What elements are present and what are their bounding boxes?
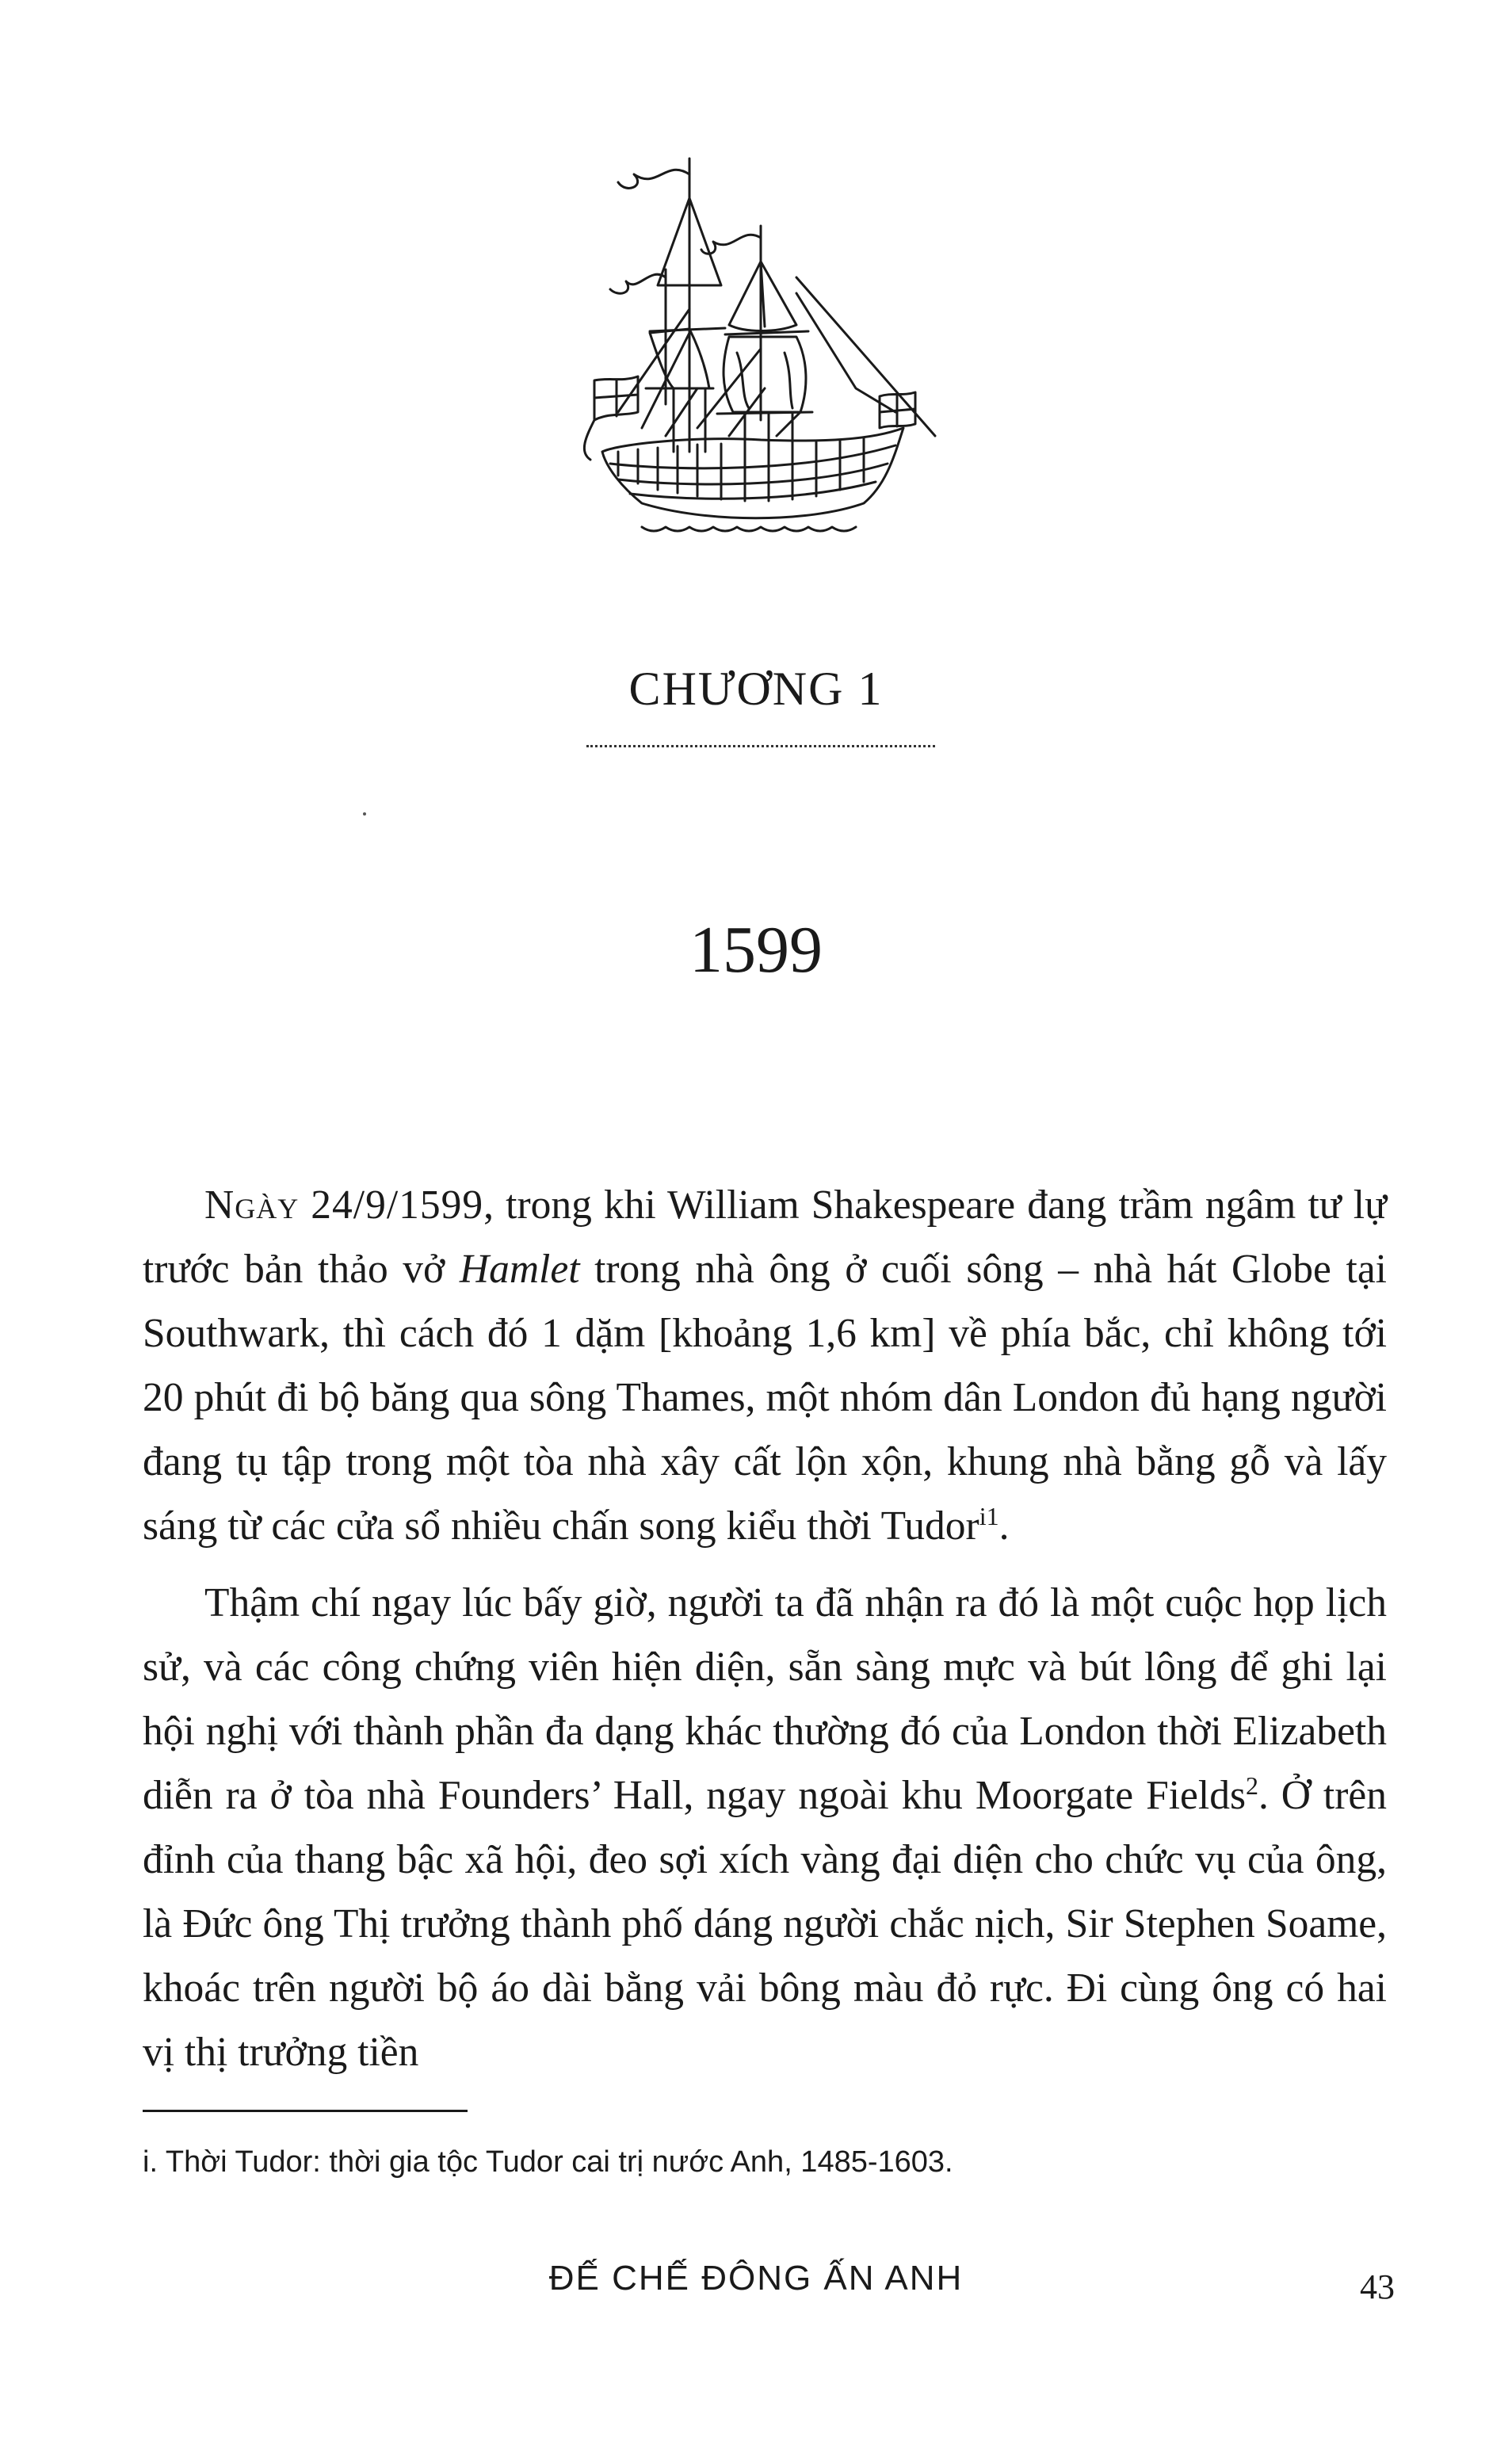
paragraph-2-text-a: Thậm chí ngay lúc bấy giờ, người ta đã nhận ra đó là một cuộc họp lịch sử, và các công chứng viên hiện diện, sẵn sàng mực và bút lông để ghi lại hội nghị với thành phần đa dạng khác thường đó của London thời Elizabeth diễn ra ở tòa nhà Founders’ Hall, ngay ngoài khu Moorgate Fields: [143, 1580, 1387, 1818]
paragraph-2-text-b: . Ở trên đỉnh của thang bậc xã hội, đeo sợi xích vàng đại diện cho chức vụ của ông, là Đức ông Thị trưởng thành phố dáng người chắc nịch, Sir Stephen Soame, khoác trên người bộ áo dài bằng vải bông màu đỏ rực. Đi cùng ông có hai vị thị trưởng tiền: [143, 1773, 1388, 2075]
chapter-label: CHƯƠNG 1: [628, 663, 884, 715]
drop-lead: Ngày: [204, 1182, 300, 1228]
paragraph-2: [143, 1571, 1387, 2084]
footnote-ref-1[interactable]: i1: [979, 1501, 999, 1530]
paragraph-1-text-a: , trong khi William Shakespeare đang trầm ngâm tư lự trước bản thảo vở: [143, 1182, 1388, 1292]
running-footer-title: ĐẾ CHẾ ĐÔNG ẤN ANH: [548, 2259, 964, 2298]
paragraph-1-text-b: trong nhà ông ở cuối sông – nhà hát Globe tại Southwark, thì cách đó 1 dặm [khoảng 1,6 km] về phía bắc, chỉ không tới 20 phút đi bộ băng qua sông Thames, một nhóm dân London đủ hạng người đang tụ tập trong một tòa nhà xây cất lộn xộn, khung nhà bằng gỗ và lấy sáng từ các cửa sổ nhiều chấn song kiểu thời Tudor: [143, 1247, 1387, 1549]
paragraph-1-end: .: [998, 1503, 1010, 1549]
chapter-divider: [586, 745, 935, 747]
footnote: i. Thời Tudor: thời gia tộc Tudor cai trị nước Anh, 1485-1603.: [143, 2145, 953, 2179]
footnote-ref-2[interactable]: 2: [1246, 1771, 1258, 1800]
print-speck: [363, 812, 366, 816]
paragraph-1: [143, 1173, 1387, 1558]
footnote-divider: [143, 2110, 468, 2112]
chapter-title: 1599: [689, 913, 823, 987]
body-text: [143, 1173, 1387, 2084]
sailing-ship-icon: [571, 151, 951, 618]
page-number: 43: [1360, 2267, 1395, 2306]
play-title: Hamlet: [459, 1247, 580, 1292]
date-text: 24/9/1599: [311, 1182, 484, 1228]
